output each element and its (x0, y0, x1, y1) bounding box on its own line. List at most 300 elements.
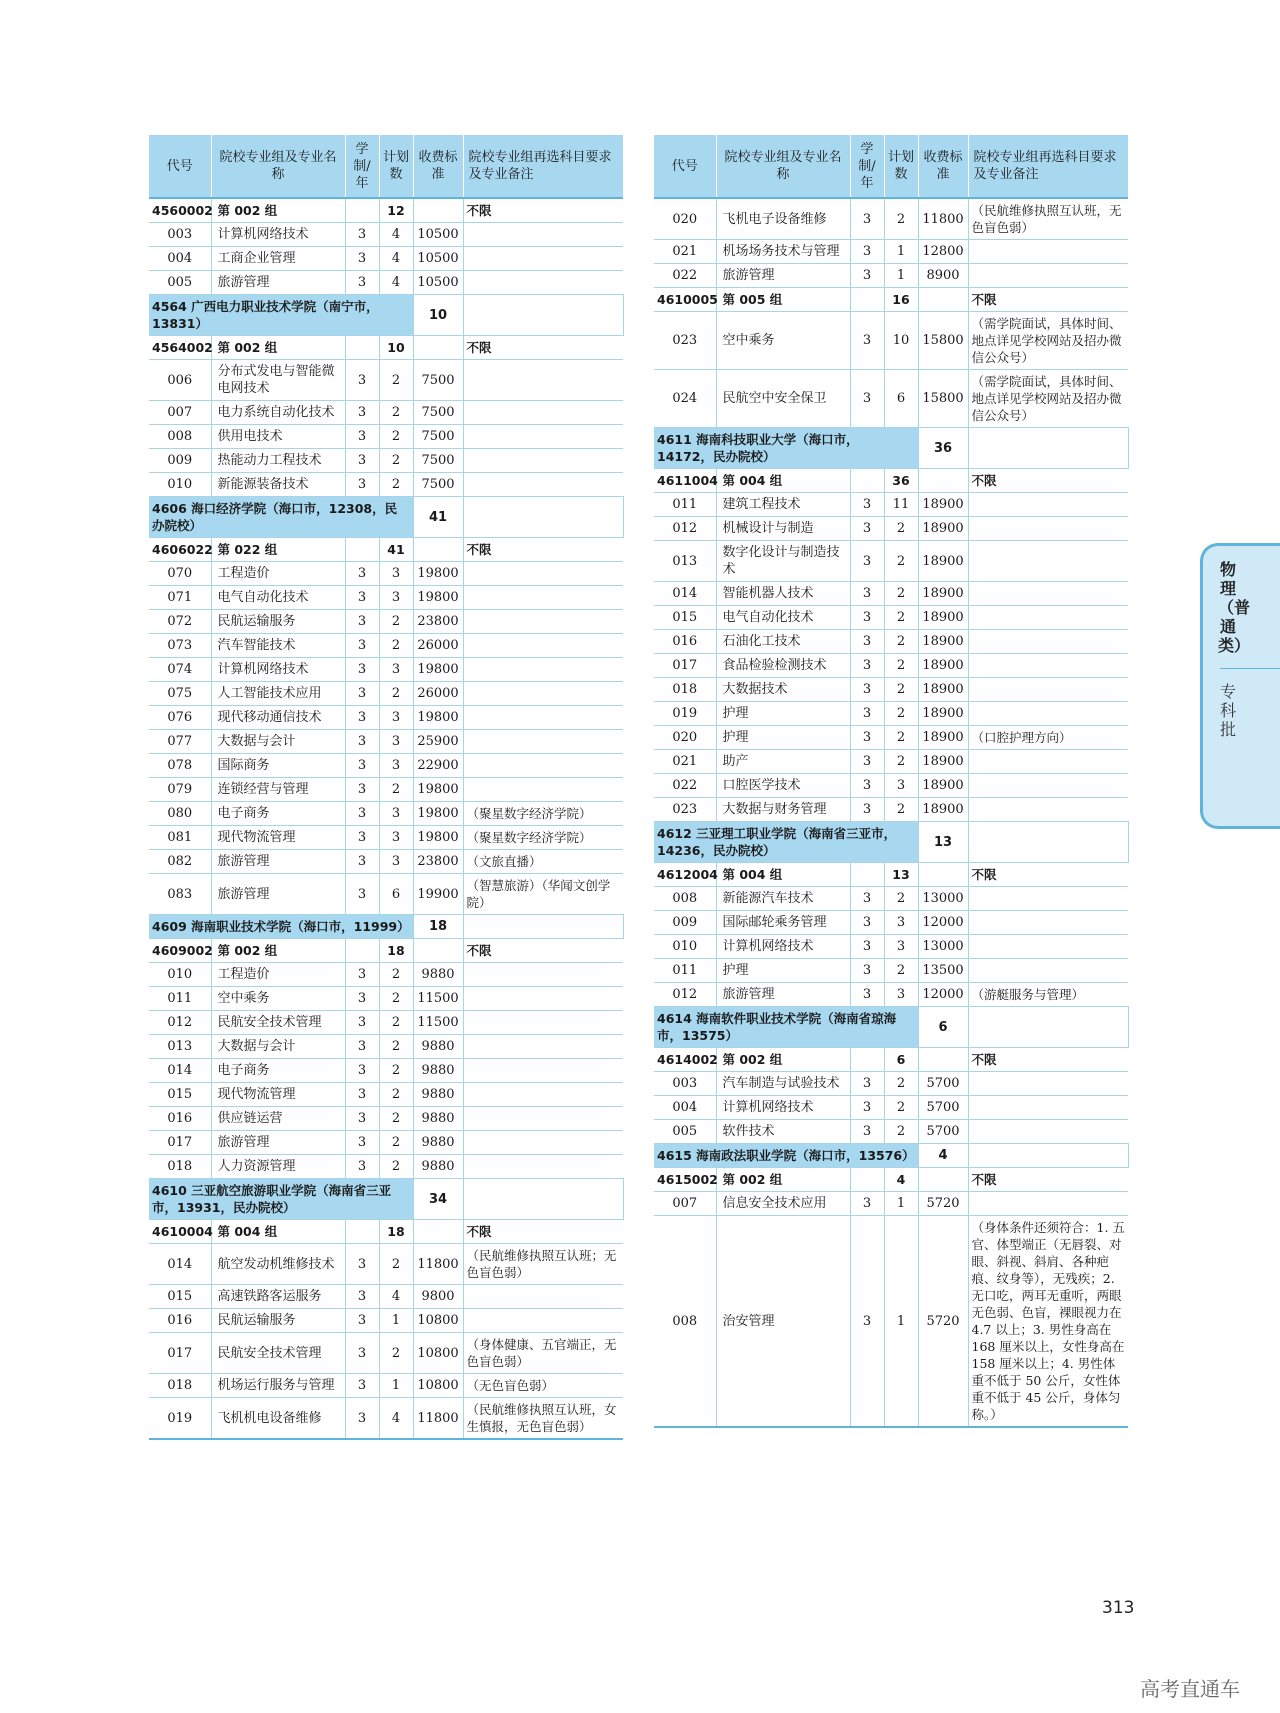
plan-count: 2 (884, 1072, 918, 1096)
major-note (463, 1035, 623, 1059)
study-years: 3 (345, 586, 379, 610)
major-row (149, 1035, 623, 1059)
plan-count: 34 (413, 1179, 463, 1220)
major-row (149, 449, 623, 473)
plan-count: 2 (379, 1059, 413, 1083)
group-row (654, 288, 1128, 312)
major-row (149, 1285, 623, 1309)
major-row (149, 1309, 623, 1333)
plan-count: 4 (379, 247, 413, 271)
study-years: 3 (345, 850, 379, 874)
major-note (968, 240, 1128, 264)
major-row (149, 1333, 623, 1374)
tuition-fee: 10500 (413, 247, 463, 271)
study-years: 3 (850, 493, 884, 517)
major-name: 机械设计与制造 (716, 517, 850, 541)
major-row (654, 606, 1128, 630)
subject-requirement: 不限 (968, 1168, 1128, 1192)
major-row (654, 887, 1128, 911)
major-name: 护理 (716, 959, 850, 983)
study-years: 3 (850, 517, 884, 541)
empty-cell (968, 428, 1128, 469)
major-row (654, 678, 1128, 702)
major-name: 护理 (716, 702, 850, 726)
study-years: 3 (850, 541, 884, 582)
major-name: 信息安全技术应用 (716, 1192, 850, 1216)
major-note: （身体条件还须符合：1. 五官、体型端正（无唇裂、对眼、斜视、斜肩、各种疤痕、纹身等），无残疾；2. 无口吃，两耳无重听，两眼无色弱、色盲，裸眼视力在 4.7 以上；3. 男性身高在 168 厘米以上，女性身高在 158 厘米以上；4. 男性体重不低于 50 公斤，女性体重不低于 45 公斤，身体匀称。） (968, 1216, 1128, 1428)
plan-count: 2 (884, 654, 918, 678)
group-name: 第 002 组 (211, 198, 345, 223)
major-name: 现代物流管理 (211, 1083, 345, 1107)
major-code: 007 (654, 1192, 716, 1216)
major-name: 机场运行服务与管理 (211, 1374, 345, 1398)
major-code: 005 (149, 271, 211, 295)
major-code: 020 (654, 198, 716, 240)
major-row (149, 586, 623, 610)
plan-count: 2 (884, 630, 918, 654)
major-code: 017 (149, 1131, 211, 1155)
plan-count: 18 (379, 939, 413, 963)
plan-count: 6 (918, 1007, 968, 1048)
plan-count: 3 (379, 802, 413, 826)
study-years: 3 (850, 798, 884, 822)
major-note (968, 750, 1128, 774)
major-note (968, 702, 1128, 726)
plan-count: 4 (884, 1168, 918, 1192)
major-code: 083 (149, 874, 211, 915)
major-name: 工商企业管理 (211, 247, 345, 271)
plan-count: 3 (379, 706, 413, 730)
major-row (654, 312, 1128, 370)
major-code: 022 (654, 264, 716, 288)
tuition-fee: 18900 (918, 493, 968, 517)
major-note (463, 1285, 623, 1309)
header-fee: 收费标准 (413, 135, 463, 198)
major-row (149, 1059, 623, 1083)
group-row (149, 198, 623, 223)
group-code: 4611004 (654, 469, 716, 493)
study-years: 3 (345, 1107, 379, 1131)
tuition-fee: 9880 (413, 1107, 463, 1131)
plan-count: 3 (884, 935, 918, 959)
major-row (654, 541, 1128, 582)
school-name: 4614 海南软件职业技术学院（海南省琼海市，13575） (654, 1007, 918, 1048)
major-note: （聚星数字经济学院） (463, 826, 623, 850)
group-row (149, 336, 623, 360)
empty-cell (413, 939, 463, 963)
group-code: 4606022 (149, 538, 211, 562)
major-code: 012 (654, 517, 716, 541)
empty-cell (463, 295, 623, 336)
plan-count: 41 (413, 497, 463, 538)
admission-table-left (149, 135, 623, 1440)
group-name: 第 002 组 (716, 1048, 850, 1072)
plan-count: 36 (918, 428, 968, 469)
major-row (149, 271, 623, 295)
plan-count: 4 (379, 271, 413, 295)
tuition-fee: 19800 (413, 778, 463, 802)
tuition-fee: 19800 (413, 562, 463, 586)
major-note: （游艇服务与管理） (968, 983, 1128, 1007)
tuition-fee: 15800 (918, 312, 968, 370)
major-row (149, 247, 623, 271)
major-note (463, 360, 623, 401)
study-years: 3 (345, 1059, 379, 1083)
study-years: 3 (345, 706, 379, 730)
plan-count: 11 (884, 493, 918, 517)
plan-count: 3 (379, 826, 413, 850)
plan-count: 1 (884, 1192, 918, 1216)
study-years: 3 (850, 240, 884, 264)
major-row (654, 911, 1128, 935)
major-row (654, 1120, 1128, 1144)
study-years: 3 (850, 678, 884, 702)
major-code: 015 (654, 606, 716, 630)
major-note (463, 1059, 623, 1083)
major-note: （文旅直播） (463, 850, 623, 874)
empty-cell (918, 288, 968, 312)
plan-count: 41 (379, 538, 413, 562)
tuition-fee: 5700 (918, 1072, 968, 1096)
plan-count: 2 (884, 582, 918, 606)
major-code: 074 (149, 658, 211, 682)
major-note (463, 706, 623, 730)
table-header (654, 135, 1128, 198)
group-code: 4610004 (149, 1220, 211, 1244)
plan-count: 3 (379, 730, 413, 754)
major-note (968, 541, 1128, 582)
major-name: 汽车智能技术 (211, 634, 345, 658)
tuition-fee: 9800 (413, 1285, 463, 1309)
study-years: 3 (850, 1072, 884, 1096)
group-name: 第 004 组 (716, 863, 850, 887)
plan-count: 2 (379, 473, 413, 497)
major-note (463, 634, 623, 658)
major-name: 热能动力工程技术 (211, 449, 345, 473)
major-code: 011 (654, 959, 716, 983)
tuition-fee: 9880 (413, 963, 463, 987)
major-row (149, 401, 623, 425)
study-years: 3 (850, 774, 884, 798)
group-code: 4609002 (149, 939, 211, 963)
major-row (149, 874, 623, 915)
major-code: 009 (149, 449, 211, 473)
side-tab-divider (1220, 668, 1280, 669)
major-row (654, 493, 1128, 517)
major-name: 电气自动化技术 (716, 606, 850, 630)
plan-count: 6 (379, 874, 413, 915)
study-years: 3 (345, 1131, 379, 1155)
plan-count: 1 (379, 1374, 413, 1398)
major-note (968, 517, 1128, 541)
major-row (149, 706, 623, 730)
school-row (654, 822, 1128, 863)
major-row (149, 473, 623, 497)
major-code: 006 (149, 360, 211, 401)
major-note (968, 911, 1128, 935)
empty-cell (345, 336, 379, 360)
major-name: 旅游管理 (211, 874, 345, 915)
study-years: 3 (345, 425, 379, 449)
major-name: 旅游管理 (211, 271, 345, 295)
major-row (654, 582, 1128, 606)
major-row (654, 517, 1128, 541)
major-name: 民航安全技术管理 (211, 1011, 345, 1035)
tuition-fee: 9880 (413, 1035, 463, 1059)
plan-count: 2 (884, 541, 918, 582)
study-years: 3 (345, 1011, 379, 1035)
study-years: 3 (345, 778, 379, 802)
major-code: 020 (654, 726, 716, 750)
major-name: 现代物流管理 (211, 826, 345, 850)
major-row (149, 850, 623, 874)
tuition-fee: 18900 (918, 582, 968, 606)
major-name: 连锁经营与管理 (211, 778, 345, 802)
study-years: 3 (345, 1285, 379, 1309)
major-row (149, 562, 623, 586)
major-note (968, 606, 1128, 630)
plan-count: 2 (379, 610, 413, 634)
group-row (149, 1220, 623, 1244)
header-plan: 计划数 (884, 135, 918, 198)
major-name: 智能机器人技术 (716, 582, 850, 606)
major-code: 015 (149, 1083, 211, 1107)
major-name: 飞机电子设备维修 (716, 198, 850, 240)
group-row (654, 1048, 1128, 1072)
tuition-fee: 13000 (918, 887, 968, 911)
tuition-fee: 23800 (413, 610, 463, 634)
group-code: 4610005 (654, 288, 716, 312)
tuition-fee: 18900 (918, 517, 968, 541)
empty-cell (463, 1179, 623, 1220)
major-name: 飞机机电设备维修 (211, 1398, 345, 1440)
header-name: 院校专业组及专业名称 (716, 135, 850, 198)
subject-requirement: 不限 (463, 538, 623, 562)
plan-count: 2 (884, 606, 918, 630)
major-note (968, 774, 1128, 798)
plan-count: 2 (379, 682, 413, 706)
table-body (654, 198, 1128, 1427)
major-name: 软件技术 (716, 1120, 850, 1144)
empty-cell (463, 915, 623, 939)
tuition-fee: 18900 (918, 702, 968, 726)
major-note (968, 798, 1128, 822)
major-note (968, 493, 1128, 517)
group-name: 第 004 组 (211, 1220, 345, 1244)
plan-count: 10 (413, 295, 463, 336)
study-years: 3 (345, 826, 379, 850)
school-name: 4615 海南政法职业学院（海口市，13576） (654, 1144, 918, 1168)
major-note: （需学院面试，具体时间、地点详见学校网站及招办微信公众号） (968, 370, 1128, 428)
plan-count: 13 (884, 863, 918, 887)
major-row (149, 730, 623, 754)
tuition-fee: 15800 (918, 370, 968, 428)
major-note: （聚星数字经济学院） (463, 802, 623, 826)
major-code: 016 (149, 1309, 211, 1333)
major-code: 008 (654, 887, 716, 911)
plan-count: 2 (379, 1035, 413, 1059)
major-name: 新能源装备技术 (211, 473, 345, 497)
major-name: 治安管理 (716, 1216, 850, 1428)
tuition-fee: 12000 (918, 983, 968, 1007)
major-note (968, 935, 1128, 959)
major-name: 口腔医学技术 (716, 774, 850, 798)
major-row (654, 1096, 1128, 1120)
plan-count: 12 (379, 198, 413, 223)
group-name: 第 002 组 (211, 336, 345, 360)
major-row (149, 1131, 623, 1155)
study-years: 3 (850, 370, 884, 428)
tuition-fee: 7500 (413, 473, 463, 497)
major-row (654, 264, 1128, 288)
plan-count: 3 (379, 658, 413, 682)
major-name: 航空发动机维修技术 (211, 1244, 345, 1285)
major-code: 003 (149, 223, 211, 247)
major-row (149, 425, 623, 449)
plan-count: 6 (884, 1048, 918, 1072)
major-row (149, 658, 623, 682)
major-row (654, 750, 1128, 774)
study-years: 3 (850, 1192, 884, 1216)
major-row (654, 630, 1128, 654)
tuition-fee: 8900 (918, 264, 968, 288)
major-code: 013 (654, 541, 716, 582)
major-note (463, 778, 623, 802)
major-note (463, 1309, 623, 1333)
study-years: 3 (345, 802, 379, 826)
study-years: 3 (850, 911, 884, 935)
study-years: 3 (345, 610, 379, 634)
tuition-fee: 18900 (918, 678, 968, 702)
major-name: 民航运输服务 (211, 1309, 345, 1333)
plan-count: 2 (884, 678, 918, 702)
major-code: 004 (149, 247, 211, 271)
watermark: 高考直通车 (1140, 1677, 1240, 1701)
plan-count: 2 (884, 1120, 918, 1144)
major-note (463, 247, 623, 271)
major-note: （民航维修执照互认班，女生慎报，无色盲色弱） (463, 1398, 623, 1440)
study-years: 3 (850, 198, 884, 240)
subject-requirement: 不限 (463, 198, 623, 223)
major-row (654, 798, 1128, 822)
plan-count: 2 (884, 798, 918, 822)
major-code: 003 (654, 1072, 716, 1096)
major-row (149, 987, 623, 1011)
major-name: 国际邮轮乘务管理 (716, 911, 850, 935)
header-code: 代号 (654, 135, 716, 198)
admission-table-right (654, 135, 1128, 1428)
study-years: 3 (345, 634, 379, 658)
major-code: 076 (149, 706, 211, 730)
plan-count: 2 (379, 425, 413, 449)
major-row (654, 1216, 1128, 1428)
plan-count: 2 (379, 634, 413, 658)
study-years: 3 (345, 401, 379, 425)
plan-count: 2 (884, 517, 918, 541)
tuition-fee: 18900 (918, 774, 968, 798)
major-code: 005 (654, 1120, 716, 1144)
tuition-fee: 9880 (413, 1083, 463, 1107)
empty-cell (413, 336, 463, 360)
empty-cell (345, 198, 379, 223)
plan-count: 1 (884, 1216, 918, 1428)
study-years: 3 (345, 987, 379, 1011)
school-row (149, 915, 623, 939)
plan-count: 2 (884, 959, 918, 983)
major-name: 计算机网络技术 (211, 223, 345, 247)
empty-cell (413, 538, 463, 562)
major-name: 石油化工技术 (716, 630, 850, 654)
major-row (149, 1083, 623, 1107)
major-note (463, 1155, 623, 1179)
major-name: 大数据与财务管理 (716, 798, 850, 822)
major-note (968, 582, 1128, 606)
group-row (654, 863, 1128, 887)
major-note (463, 449, 623, 473)
subject-requirement: 不限 (463, 336, 623, 360)
major-code: 023 (654, 798, 716, 822)
plan-count: 2 (884, 198, 918, 240)
empty-cell (345, 939, 379, 963)
major-code: 019 (654, 702, 716, 726)
major-code: 017 (149, 1333, 211, 1374)
major-row (149, 1107, 623, 1131)
empty-cell (345, 1220, 379, 1244)
study-years: 3 (850, 959, 884, 983)
major-note (463, 1011, 623, 1035)
major-code: 075 (149, 682, 211, 706)
study-years: 3 (345, 1083, 379, 1107)
major-name: 国际商务 (211, 754, 345, 778)
tuition-fee: 7500 (413, 449, 463, 473)
empty-cell (850, 1048, 884, 1072)
major-note (463, 1107, 623, 1131)
study-years: 3 (345, 360, 379, 401)
major-row (149, 1155, 623, 1179)
major-name: 工程造价 (211, 562, 345, 586)
major-name: 工程造价 (211, 963, 345, 987)
plan-count: 3 (379, 586, 413, 610)
major-note (463, 401, 623, 425)
major-row (654, 1192, 1128, 1216)
plan-count: 3 (884, 911, 918, 935)
plan-count: 1 (379, 1309, 413, 1333)
group-name: 第 004 组 (716, 469, 850, 493)
plan-count: 2 (379, 449, 413, 473)
major-name: 电气自动化技术 (211, 586, 345, 610)
study-years: 3 (345, 1309, 379, 1333)
study-years: 3 (345, 754, 379, 778)
tuition-fee: 19800 (413, 826, 463, 850)
major-note (463, 562, 623, 586)
study-years: 3 (345, 658, 379, 682)
subject-requirement: 不限 (968, 469, 1128, 493)
major-code: 070 (149, 562, 211, 586)
group-row (654, 469, 1128, 493)
major-name: 建筑工程技术 (716, 493, 850, 517)
major-note: （需学院面试，具体时间、地点详见学校网站及招办微信公众号） (968, 312, 1128, 370)
empty-cell (463, 497, 623, 538)
tuition-fee: 18900 (918, 606, 968, 630)
study-years: 3 (850, 702, 884, 726)
major-name: 民航运输服务 (211, 610, 345, 634)
tuition-fee: 12800 (918, 240, 968, 264)
major-name: 空中乘务 (211, 987, 345, 1011)
tuition-fee: 19800 (413, 586, 463, 610)
tuition-fee: 11500 (413, 1011, 463, 1035)
major-note (463, 610, 623, 634)
school-name: 4611 海南科技职业大学（海口市，14172，民办院校） (654, 428, 918, 469)
